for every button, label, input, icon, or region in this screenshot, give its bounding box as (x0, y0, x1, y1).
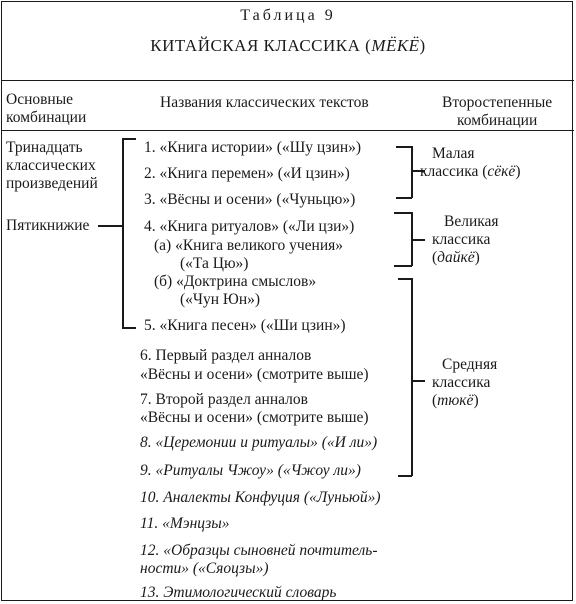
small-bracket-spine (411, 146, 413, 198)
great-bracket-bottom (394, 265, 412, 267)
col-middle-header: Названия классических текстов (160, 94, 369, 111)
text-13: 13. Этимологический словарь (140, 584, 337, 601)
text-10: 10. Аналекты Конфуция («Луньюй») (140, 489, 381, 506)
middle-classics-line2: классика (432, 374, 491, 391)
group-thirteen-line2: классических (6, 157, 96, 174)
five-bracket-bottom (122, 327, 136, 329)
col-left-header-line2: комбинации (6, 109, 87, 126)
small-bracket-top (396, 146, 412, 148)
text-12-cont: ности» («Сяоцзы») (140, 560, 269, 577)
group-thirteen-line1: Тринадцать (6, 139, 83, 156)
middle-bracket-tick (411, 380, 425, 382)
text-9: 9. «Ритуалы Чжоу» («Чжоу ли») (140, 462, 361, 479)
great-bracket-top (394, 212, 412, 214)
header-top-rule (2, 80, 574, 81)
text-4a-romanized: («Та Цю») (180, 255, 249, 272)
middle-classics-line1: Средняя (442, 356, 498, 373)
middle-classics-line3: (тюкё) (432, 392, 479, 409)
great-classics-line3: (дайкё) (432, 249, 480, 266)
small-bracket-bottom (396, 197, 412, 199)
middle-bracket-bottom (398, 475, 412, 477)
five-bracket-spine (122, 138, 124, 328)
page-frame (1, 1, 573, 601)
five-connector (98, 225, 122, 227)
col-right-header-line2: комбинации (457, 112, 538, 129)
great-classics-line2: классика (432, 231, 491, 248)
col-right-header-line1: Второстепенные (442, 94, 553, 111)
text-1: 1. «Книга истории» («Шу цзин») (144, 139, 362, 156)
great-classics-line1: Великая (444, 213, 499, 230)
text-11: 11. «Мэнцзы» (140, 515, 230, 532)
middle-bracket-spine (411, 278, 413, 476)
text-4b: (б) «Доктрина смыслов» (154, 273, 317, 290)
text-6-cont: «Вёсны и осени» (смотрите выше) (140, 366, 369, 383)
text-2: 2. «Книга перемен» («И цзин») (144, 165, 350, 182)
text-3: 3. «Вёсны и осени» («Чуньцю») (144, 191, 356, 208)
text-5: 5. «Книга песен» («Ши цзин») (144, 317, 346, 334)
text-6: 6. Первый раздел анналов (140, 347, 312, 364)
text-4a: (а) «Книга великого учения» (154, 237, 343, 254)
group-five: Пятикнижие (6, 217, 90, 234)
text-8: 8. «Церемонии и ритуалы» («И ли») (140, 434, 378, 451)
text-7: 7. Второй раздел анналов (140, 391, 308, 408)
table-title: КИТАЙСКАЯ КЛАССИКА (МЁКЁ) (150, 36, 426, 55)
text-4b-romanized: («Чун Юн») (180, 291, 261, 308)
text-7-cont: «Вёсны и осени» (смотрите выше) (140, 409, 369, 426)
col-left-header-line1: Основные (6, 91, 74, 108)
small-classics-line1: Малая (432, 145, 475, 162)
small-classics-line2: классика (сёкё) (420, 163, 521, 180)
table-number: Таблица 9 (240, 7, 336, 24)
text-4: 4. «Книга ритуалов» («Ли цзи») (144, 218, 355, 235)
group-thirteen-line3: произведений (6, 175, 98, 192)
text-12: 12. «Образцы сыновней почтитель- (140, 542, 378, 559)
header-bottom-rule (2, 130, 574, 131)
great-bracket-tick (411, 239, 425, 241)
middle-bracket-top (398, 278, 412, 280)
five-bracket-top (122, 138, 136, 140)
